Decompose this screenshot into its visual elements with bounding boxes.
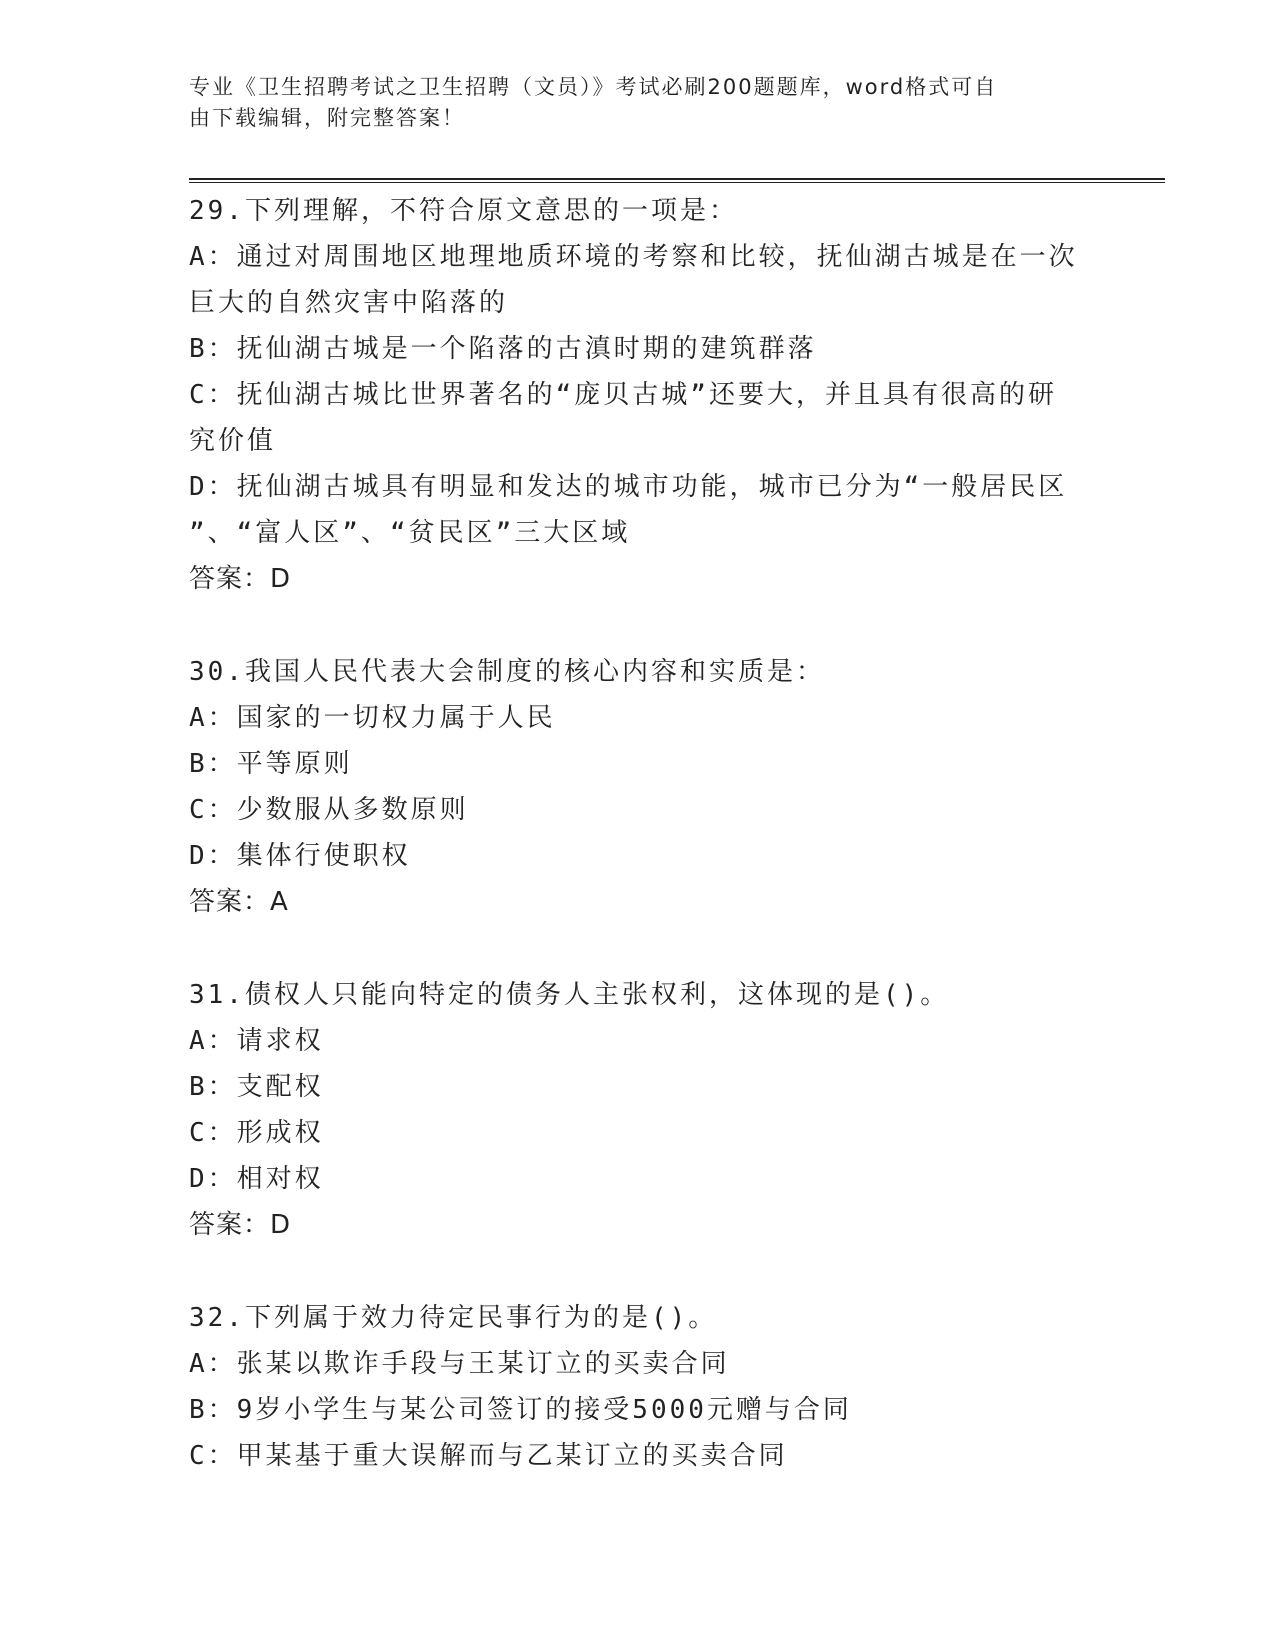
option-d: D：相对权 [189, 1164, 324, 1194]
option-a: A：张某以欺诈手段与王某订立的买卖合同 [189, 1349, 730, 1379]
question-29 [189, 188, 1089, 602]
option-line: 巨大的自然灾害中陷落的 [189, 288, 509, 318]
option-d [189, 464, 1089, 556]
question-stem: 32.下列属于效力待定民事行为的是()。 [189, 1303, 718, 1333]
answer-line: 答案：D [189, 564, 292, 594]
header-line-2: 由下载编辑，附完整答案！ [189, 106, 465, 130]
option-c [189, 372, 1089, 464]
option-line: ”、“富人区”、“贫民区”三大区域 [189, 518, 631, 548]
option-line: B：抚仙湖古城是一个陷落的古滇时期的建筑群落 [189, 334, 817, 364]
question-list [189, 188, 1089, 1526]
answer-line: 答案：D [189, 1210, 292, 1240]
option-c: C：形成权 [189, 1118, 324, 1148]
question-31 [189, 972, 1089, 1248]
answer-line: 答案：A [189, 887, 289, 917]
option-b [189, 326, 1089, 372]
option-c: C：甲某基于重大误解而与乙某订立的买卖合同 [189, 1441, 788, 1471]
option-c: C：少数服从多数原则 [189, 795, 469, 825]
header-divider-thick [189, 178, 1165, 180]
option-a: A：国家的一切权力属于人民 [189, 703, 556, 733]
document-header [189, 72, 1089, 134]
option-a [189, 234, 1089, 326]
option-b: B：支配权 [189, 1072, 324, 1102]
question-stem: 30.我国人民代表大会制度的核心内容和实质是： [189, 657, 825, 687]
question-30 [189, 649, 1089, 925]
header-line-1: 专业《卫生招聘考试之卫生招聘（文员）》考试必刷200题题库，word格式可自 [189, 75, 998, 99]
option-d: D：集体行使职权 [189, 841, 411, 871]
option-line: D：抚仙湖古城具有明显和发达的城市功能，城市已分为“一般居民区 [189, 472, 1068, 502]
question-stem: 31.债权人只能向特定的债务人主张权利，这体现的是()。 [189, 980, 950, 1010]
option-line: 究价值 [189, 426, 277, 456]
option-b: B：平等原则 [189, 749, 353, 779]
header-divider-thin [189, 182, 1165, 183]
option-a: A：请求权 [189, 1026, 324, 1056]
question-stem: 29.下列理解，不符合原文意思的一项是： [189, 196, 738, 226]
question-32 [189, 1295, 1089, 1479]
option-line: C：抚仙湖古城比世界著名的“庞贝古城”还要大，并且具有很高的研 [189, 380, 1057, 410]
option-line: A：通过对周围地区地理地质环境的考察和比较，抚仙湖古城是在一次 [189, 242, 1078, 272]
option-b: B：9岁小学生与某公司签订的接受5000元赠与合同 [189, 1395, 852, 1425]
